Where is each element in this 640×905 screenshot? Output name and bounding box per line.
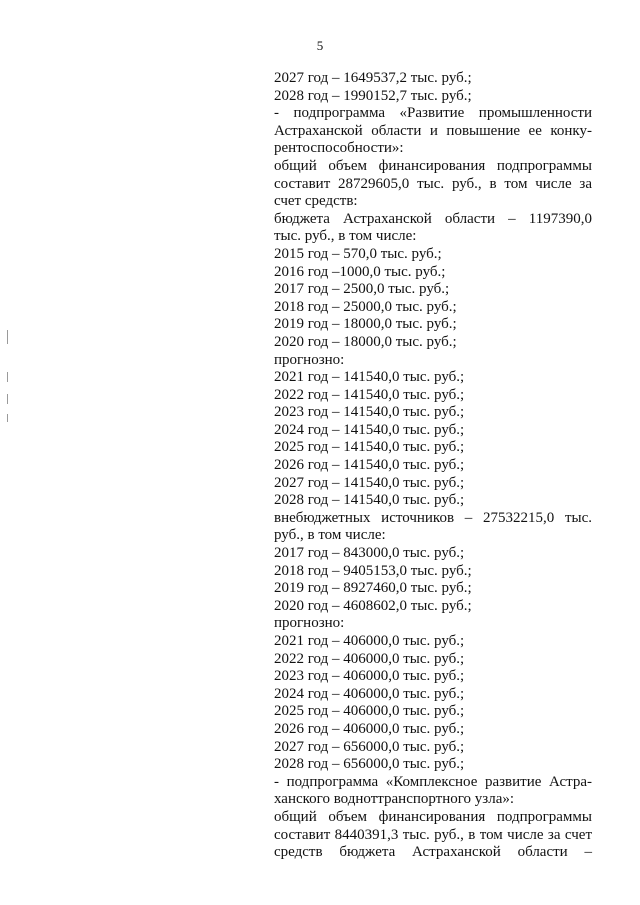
text-line: 2024 год – 141540,0 тыс. руб.;: [274, 421, 465, 438]
text-line: внебюджетных источников – 27532215,0 тыс.: [274, 509, 592, 526]
text-line: 2021 год – 141540,0 тыс. руб.;: [274, 369, 465, 386]
text-line: 2026 год – 141540,0 тыс. руб.;: [274, 457, 465, 474]
text-line: общий объем финансирования подпрограммы: [274, 808, 592, 825]
text-line: 2021 год – 406000,0 тыс. руб.;: [274, 633, 465, 649]
text-line: средств бюджета Астраханской области –: [274, 844, 592, 861]
text-line: ханского водноттранспортного узла»:: [274, 791, 515, 808]
page-number: 5: [316, 38, 324, 53]
scan-margin-mark: [7, 372, 8, 382]
text-line: 2028 год – 141540,0 тыс. руб.;: [274, 492, 465, 509]
text-line: 2018 год – 25000,0 тыс. руб.;: [274, 298, 457, 315]
text-line: 2028 год – 656000,0 тыс. руб.;: [274, 756, 465, 773]
text-line: 2019 год – 18000,0 тыс. руб.;: [274, 316, 457, 333]
text-line: 2027 год – 1649537,2 тыс. руб.;: [274, 70, 472, 86]
text-line: 2026 год – 406000,0 тыс. руб.;: [274, 720, 465, 737]
text-line: бюджета Астраханской области – 1197390,0: [274, 210, 592, 227]
text-line: 2019 год – 8927460,0 тыс. руб.;: [274, 580, 472, 597]
text-line: 2017 год – 843000,0 тыс. руб.;: [274, 545, 465, 562]
text-line: 2015 год – 570,0 тыс. руб.;: [274, 245, 442, 262]
text-line: счет средств:: [274, 193, 358, 210]
text-line: Астраханской области и повышение ее конку-: [274, 122, 592, 139]
text-line: 2020 год – 4608602,0 тыс. руб.;: [274, 597, 472, 614]
text-line: - подпрограмма «Развитие промышленности: [274, 105, 592, 122]
text-line: рентоспособности»:: [274, 140, 404, 157]
scan-margin-mark: [7, 414, 8, 422]
text-line: 2023 год – 141540,0 тыс. руб.;: [274, 404, 465, 421]
scan-margin-mark: [7, 330, 8, 344]
document-body: [274, 70, 592, 862]
text-line: прогнозно:: [274, 351, 345, 368]
text-line: составит 8440391,3 тыс. руб., в том числе за счет: [274, 826, 592, 843]
text-line: 2017 год – 2500,0 тыс. руб.;: [274, 281, 450, 298]
text-line: - подпрограмма «Комплексное развитие Астра-: [274, 773, 592, 790]
text-line: 2027 год – 656000,0 тыс. руб.;: [274, 738, 465, 755]
text-line: составит 28729605,0 тыс. руб., в том числе за: [274, 175, 592, 192]
text-line: 2025 год – 141540,0 тыс. руб.;: [274, 439, 465, 456]
text-line: 2016 год –1000,0 тыс. руб.;: [274, 263, 446, 280]
text-line: тыс. руб., в том числе:: [274, 228, 417, 245]
text-line: 2020 год – 18000,0 тыс. руб.;: [274, 333, 457, 350]
scan-margin-mark: [7, 394, 8, 404]
text-line: 2025 год – 406000,0 тыс. руб.;: [274, 703, 465, 720]
text-line: руб., в том числе:: [274, 527, 386, 544]
text-line: 2023 год – 406000,0 тыс. руб.;: [274, 668, 465, 685]
text-line: 2024 год – 406000,0 тыс. руб.;: [274, 685, 465, 702]
text-line: 2027 год – 141540,0 тыс. руб.;: [274, 474, 465, 491]
text-line: общий объем финансирования подпрограммы: [274, 157, 592, 174]
text-line: 2022 год – 406000,0 тыс. руб.;: [274, 650, 465, 667]
text-line: 2018 год – 9405153,0 тыс. руб.;: [274, 562, 472, 579]
text-line: 2022 год – 141540,0 тыс. руб.;: [274, 386, 465, 403]
text-line: прогнозно:: [274, 615, 345, 632]
text-line: 2028 год – 1990152,7 тыс. руб.;: [274, 87, 472, 104]
